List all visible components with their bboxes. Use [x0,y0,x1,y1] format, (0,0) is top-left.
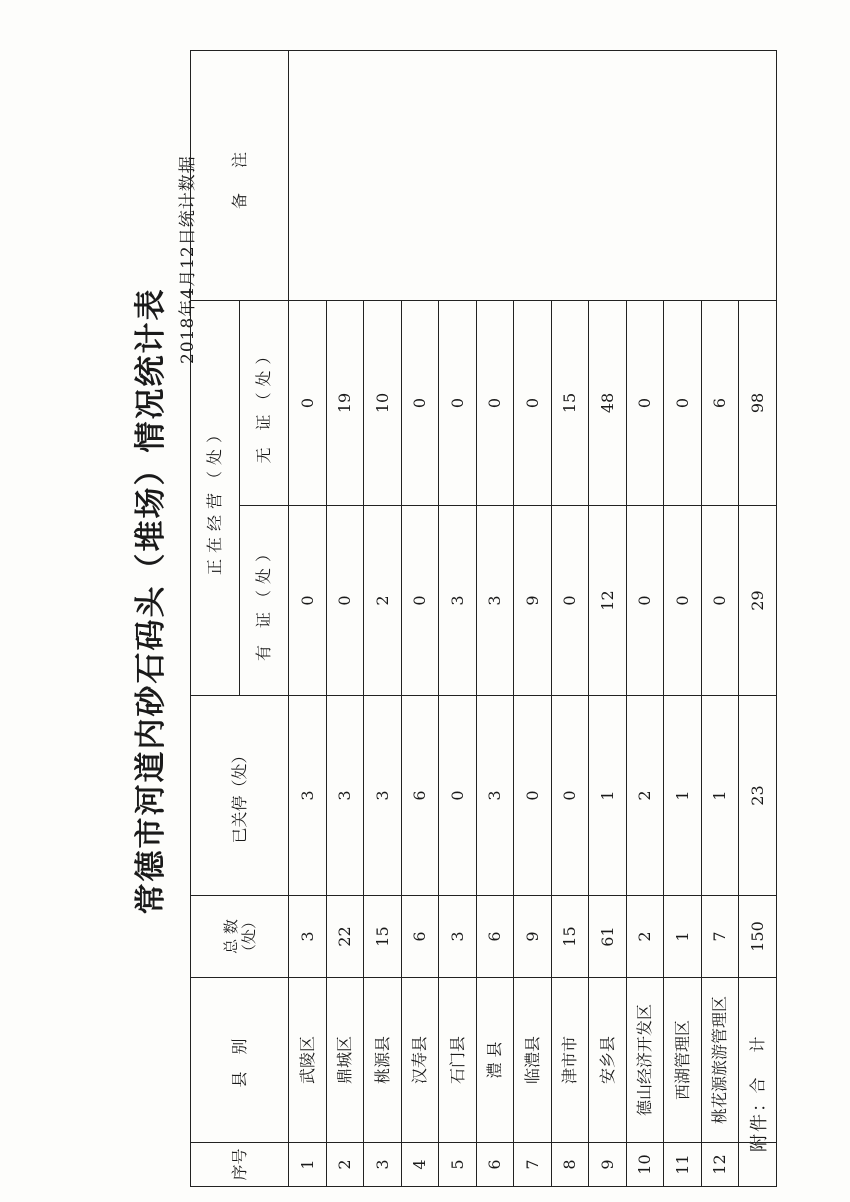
cell-seq: 10 [626,1143,664,1187]
cell-closed: 0 [551,696,589,896]
cell-district: 安乡县 [589,978,627,1143]
cell-sum-total: 150 [739,896,777,978]
cell-total: 7 [701,896,739,978]
cell-closed: 2 [626,696,664,896]
cell-seq-empty [739,1143,777,1187]
cell-closed: 0 [439,696,477,896]
cell-total: 3 [439,896,477,978]
cell-district: 桃源县 [364,978,402,1143]
header-unlicensed: 无 证（处） [240,300,289,505]
cell-closed: 3 [476,696,514,896]
header-closed: 已关停（处） [191,696,289,896]
cell-district: 临澧县 [514,978,552,1143]
cell-licensed: 0 [551,506,589,696]
cell-unlicensed: 6 [701,300,739,505]
cell-unlicensed: 0 [626,300,664,505]
cell-seq: 1 [289,1143,327,1187]
cell-licensed: 9 [514,506,552,696]
cell-sum-label: 合 计 [739,978,777,1143]
cell-seq: 4 [401,1143,439,1187]
cell-closed: 1 [589,696,627,896]
cell-seq: 9 [589,1143,627,1187]
cell-unlicensed: 48 [589,300,627,505]
cell-district: 德山经济开发区 [626,978,664,1143]
date-note: 2018年4月12日统计数据 [178,155,198,364]
cell-seq: 2 [326,1143,364,1187]
cell-closed: 3 [364,696,402,896]
cell-unlicensed: 0 [401,300,439,505]
header-total-line2: （处） [239,914,258,960]
cell-unlicensed: 0 [514,300,552,505]
table-header [191,50,289,1186]
page-title: 常德市河道内砂石码头（堆场）情况统计表 [133,287,169,915]
header-licensed: 有 证（处） [240,506,289,696]
cell-district: 桃花源旅游管理区 [701,978,739,1143]
cell-seq: 8 [551,1143,589,1187]
cell-seq: 6 [476,1143,514,1187]
header-seq: 序号 [191,1143,289,1187]
cell-district: 津市市 [551,978,589,1143]
header-operating: 正在经营（处） [191,300,240,695]
table-body [289,50,777,1186]
cell-seq: 11 [664,1143,702,1187]
cell-licensed: 0 [664,506,702,696]
cell-sum-closed: 23 [739,696,777,896]
cell-total: 6 [476,896,514,978]
cell-total: 6 [401,896,439,978]
cell-licensed: 12 [589,506,627,696]
cell-licensed: 0 [626,506,664,696]
cell-total: 61 [589,896,627,978]
cell-closed: 1 [701,696,739,896]
cell-closed: 0 [514,696,552,896]
cell-closed: 3 [289,696,327,896]
cell-total: 2 [626,896,664,978]
cell-unlicensed: 19 [326,300,364,505]
cell-total: 1 [664,896,702,978]
cell-sum-unlicensed: 98 [739,300,777,505]
cell-closed: 6 [401,696,439,896]
cell-licensed: 0 [289,506,327,696]
cell-district: 石门县 [439,978,477,1143]
cell-unlicensed: 0 [664,300,702,505]
cell-district: 武陵区 [289,978,327,1143]
cell-closed: 3 [326,696,364,896]
cell-licensed: 3 [476,506,514,696]
header-district: 县 别 [191,978,289,1143]
cell-seq: 12 [701,1143,739,1187]
header-total [191,896,289,978]
cell-district: 西湖管理区 [664,978,702,1143]
cell-district: 鼎城区 [326,978,364,1143]
cell-note [289,50,777,300]
cell-sum-licensed: 29 [739,506,777,696]
cell-district: 汉寿县 [401,978,439,1143]
cell-total: 9 [514,896,552,978]
cell-district: 澧 县 [476,978,514,1143]
table-row [289,50,327,1186]
cell-unlicensed: 0 [476,300,514,505]
header-total-line1: 总 数 [221,919,240,954]
header-note: 备 注 [191,50,289,300]
cell-total: 15 [364,896,402,978]
attachment-label: 附件： [749,1092,770,1152]
cell-licensed: 0 [701,506,739,696]
cell-licensed: 0 [326,506,364,696]
cell-seq: 7 [514,1143,552,1187]
cell-total: 3 [289,896,327,978]
cell-closed: 1 [664,696,702,896]
statistics-table [190,50,777,1187]
cell-total: 22 [326,896,364,978]
cell-licensed: 0 [401,506,439,696]
cell-licensed: 2 [364,506,402,696]
cell-licensed: 3 [439,506,477,696]
cell-unlicensed: 0 [289,300,327,505]
cell-total: 15 [551,896,589,978]
cell-seq: 5 [439,1143,477,1187]
cell-unlicensed: 15 [551,300,589,505]
cell-seq: 3 [364,1143,402,1187]
cell-unlicensed: 10 [364,300,402,505]
cell-unlicensed: 0 [439,300,477,505]
